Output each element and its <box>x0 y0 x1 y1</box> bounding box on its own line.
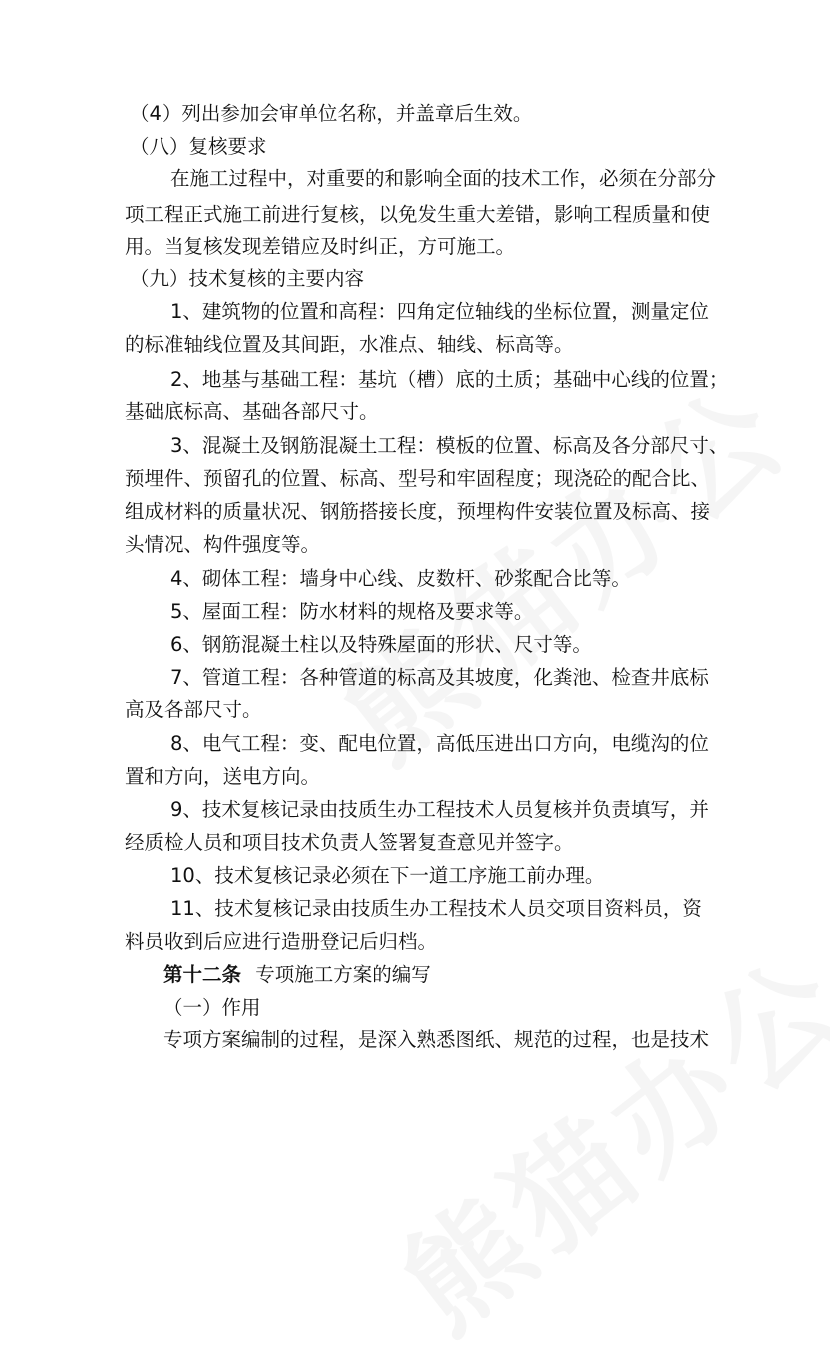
text-line: 的标准轴线位置及其间距，水准点、轴线、标高等。 <box>125 333 574 356</box>
text-line: 料员收到后应进行造册登记后归档。 <box>125 930 438 953</box>
text-line: 8、电气工程：变、配电位置，高低压进出口方向，电缆沟的位 <box>170 732 709 755</box>
section-heading: （一）作用 <box>163 996 261 1019</box>
text-line: 1、建筑物的位置和高程：四角定位轴线的坐标位置，测量定位 <box>170 300 709 323</box>
section-heading: （八）复核要求 <box>130 135 267 158</box>
text-line: 高及各部尺寸。 <box>125 698 262 721</box>
text-line: 3、混凝土及钢筋混凝土工程：模板的位置、标高及各分部尺寸、 <box>170 434 729 457</box>
text-line: 在施工过程中，对重要的和影响全面的技术工作，必须在分部分 <box>170 167 717 190</box>
text-line: 10、技术复核记录必须在下一道工序施工前办理。 <box>170 864 605 887</box>
text-line: （4）列出参加会审单位名称，并盖章后生效。 <box>130 102 533 125</box>
text-line: 置和方向，送电方向。 <box>125 765 321 788</box>
text-line: 9、技术复核记录由技质生办工程技术人员复核并负责填写，并 <box>170 798 709 821</box>
text-line: 经质检人员和项目技术负责人签署复查意见并签字。 <box>125 831 574 854</box>
article-title: 专项施工方案的编写 <box>255 963 431 986</box>
text-line: 6、钢筋混凝土柱以及特殊屋面的形状、尺寸等。 <box>170 633 592 656</box>
text-line: 基础底标高、基础各部尺寸。 <box>125 400 379 423</box>
text-line: 组成材料的质量状况、钢筋搭接长度，预埋构件安装位置及标高、接 <box>125 500 711 523</box>
text-line: 11、技术复核记录由技质生办工程技术人员交项目资料员，资 <box>170 897 702 920</box>
text-line: 项工程正式施工前进行复核，以免发生重大差错，影响工程质量和使 <box>125 203 711 226</box>
text-line: 5、屋面工程：防水材料的规格及要求等。 <box>170 600 534 623</box>
text-line: 头情况、构件强度等。 <box>125 533 321 556</box>
text-line: 预埋件、预留孔的位置、标高、型号和牢固程度；现浇砼的配合比、 <box>125 467 711 490</box>
article-number: 第十二条 <box>163 963 242 986</box>
article-heading <box>163 957 830 993</box>
text-line: 专项方案编制的过程，是深入熟悉图纸、规范的过程，也是技术 <box>163 1028 710 1051</box>
text-line: 用。当复核发现差错应及时纠正，方可施工。 <box>125 235 516 258</box>
section-heading: （九）技术复核的主要内容 <box>130 267 365 290</box>
text-line: 2、地基与基础工程：基坑（槽）底的土质；基础中心线的位置； <box>170 368 729 391</box>
text-line: 4、砌体工程：墙身中心线、皮数杆、砂浆配合比等。 <box>170 567 631 590</box>
text-line: 7、管道工程：各种管道的标高及其坡度，化粪池、检查井底标 <box>170 666 709 689</box>
